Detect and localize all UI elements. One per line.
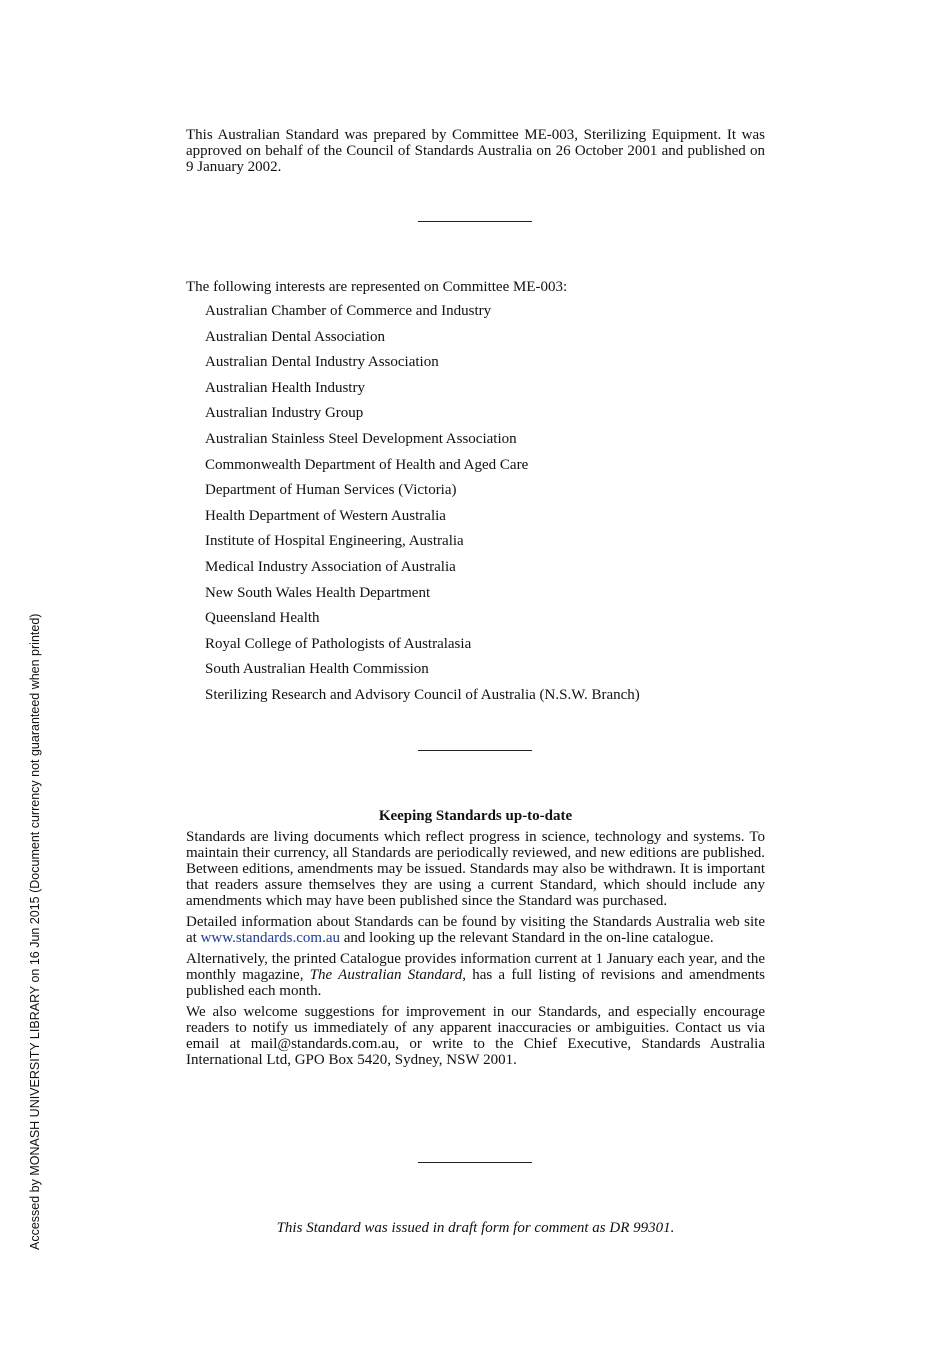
paragraph-text: Detailed information about Standards can be found by visiting the Standards Australia web site at	[186, 914, 765, 946]
list-item: Australian Dental Industry Association	[205, 354, 439, 371]
draft-note: This Standard was issued in draft form for comment as DR 99301.	[276, 1220, 675, 1236]
list-item: New South Wales Health Department	[205, 584, 431, 601]
paragraph-text: and looking up the relevant Standard in the on-line catalogue.	[340, 930, 714, 946]
divider-rule	[418, 750, 532, 751]
list-item: Department of Human Services (Victoria)	[205, 482, 457, 499]
list-item: Queensland Health	[205, 610, 320, 627]
committee-member-list	[205, 302, 640, 712]
divider-rule	[418, 221, 532, 222]
list-item: Australian Chamber of Commerce and Industry	[205, 303, 492, 319]
list-item: South Australian Health Commission	[205, 661, 429, 678]
magazine-title: The Australian Standard	[309, 967, 463, 983]
list-item: Institute of Hospital Engineering, Australia	[205, 533, 464, 550]
list-item: Australian Stainless Steel Development Association	[205, 430, 517, 447]
list-item: Australian Industry Group	[205, 405, 364, 422]
keeping-paragraph-4: We also welcome suggestions for improvement in our Standards, and especially encourage readers to notify us immediately of any apparent inaccuracies or ambiguities. Contact us via email at mail@standards.com.au, or write to the Chief Executive, Standards Australia International Ltd, GPO Box 5420, Sydney, NSW 2001.	[186, 1004, 765, 1068]
access-watermark: Accessed by MONASH UNIVERSITY LIBRARY on 16 Jun 2015 (Document currency not guaranteed when printed)	[28, 613, 42, 1250]
list-item: Royal College of Pathologists of Australasia	[205, 635, 472, 652]
list-item: Australian Health Industry	[205, 379, 365, 396]
committee-lead: The following interests are represented on Committee ME-003:	[186, 279, 568, 295]
website-link[interactable]: www.standards.com.au	[200, 930, 340, 946]
list-item: Australian Dental Association	[205, 328, 385, 345]
section-heading: Keeping Standards up-to-date	[378, 808, 573, 824]
paragraph-text: , has a full listing of revisions and amendments published each month.	[186, 967, 765, 999]
keeping-paragraph-2	[186, 914, 765, 946]
keeping-paragraph-3	[186, 951, 765, 999]
keeping-standards-section	[186, 829, 765, 1073]
paragraph-text: Alternatively, the printed Catalogue provides information current at 1 January each year, and the monthly magazine,	[186, 951, 765, 983]
list-item: Commonwealth Department of Health and Aged Care	[205, 456, 529, 473]
list-item: Sterilizing Research and Advisory Council of Australia (N.S.W. Branch)	[205, 686, 640, 703]
list-item: Health Department of Western Australia	[205, 507, 446, 524]
divider-rule	[418, 1162, 532, 1163]
keeping-paragraph-1: Standards are living documents which reflect progress in science, technology and systems. To maintain their currency, all Standards are periodically reviewed, and new editions are published. Between editions, amendments may be issued. Standards may also be withdrawn. It is important that readers assure themselves they are using a current Standard, which should include any amendments which may have been published since the Standard was purchased.	[186, 829, 765, 909]
list-item: Medical Industry Association of Australia	[205, 558, 456, 575]
intro-paragraph: This Australian Standard was prepared by Committee ME-003, Sterilizing Equipment. It was approved on behalf of the Council of Standards Australia on 26 October 2001 and published on 9 January 2002.	[186, 127, 765, 175]
